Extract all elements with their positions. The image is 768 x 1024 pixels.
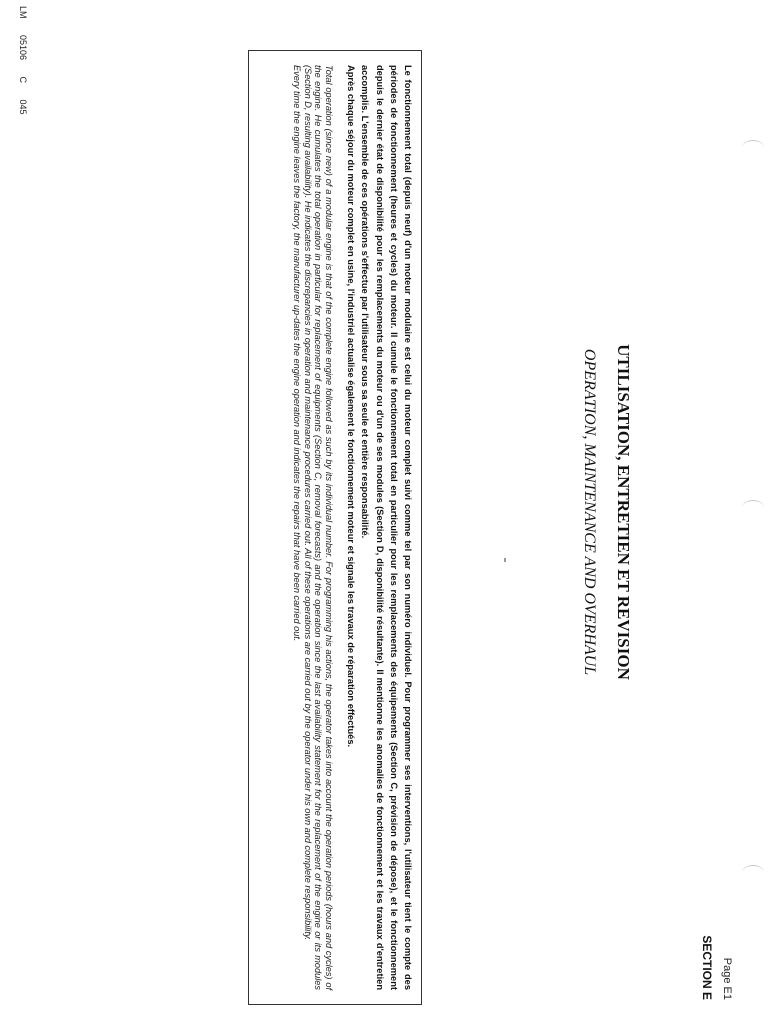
french-paragraph: Après chaque séjour du moteur complet en usine, l'industriel actualise également le fonctionnement moteur et signale les travaux de réparation effectués. [346,65,357,748]
title-english: OPERATION, MAINTENANCE AND OVERHAUL [581,348,598,676]
text-box [248,50,422,1005]
french-paragraph: Le fonctionnement total (depuis neuf) d'un moteur modulaire est celui du moteur complet suivi comme tel par son numéro individuel. Pour programmer ses interventions, l'utilisateur tient le compte des périodes de fonctionnement (heures et cycles) du moteur. Il cumule le fonctionnement total en particulier pour les remplacements des équipements (Section C, prévision de dépose), et le fonctionnement depuis le dernier état de disponibilité pour les remplacements du moteur ou d'un de ses modules (Section D, disponibilité résultante). Il mentionne les anomalies de fonctionnement et les travaux d'entretien accomplis. L'ensemble de ces opérations s'effectue par l'utilisateur sous sa seule et entière responsabilité. [360,65,413,990]
scan-speck [504,558,506,562]
english-paragraph: Every time the engine leaves the factory, the manufacturer up-dates the engine operation and indicates the repairs that have been carried out. [292,65,303,642]
punch-hole-mark [742,140,764,155]
punch-hole-mark [742,500,764,515]
page-number: Page E1 [721,957,733,1000]
title-french: UTILISATION, ENTRETIEN ET REVISION [614,344,633,680]
document-reference: LM 05106 C 045 [18,6,28,115]
punch-hole-mark [742,865,764,880]
english-paragraph: Total operation (since new) of a modular engine is that of the complete engine followed as such by its individual number. For programming his actions, the operator takes into account the operation periods (hours and cycles) of the engine. He cumulates the total operation in particular for replacement of equipments (Section C, removal forecasts) and the operation since the last availability statement for the replacement of the engine or its modules (Section D, resulting availability). He indicates the discrepancies in operation and maintenance procedures carried out. All of these operations are carried out by the operator under his own and complete responsibility. [302,65,334,990]
section-label: SECTION E [700,935,714,1000]
